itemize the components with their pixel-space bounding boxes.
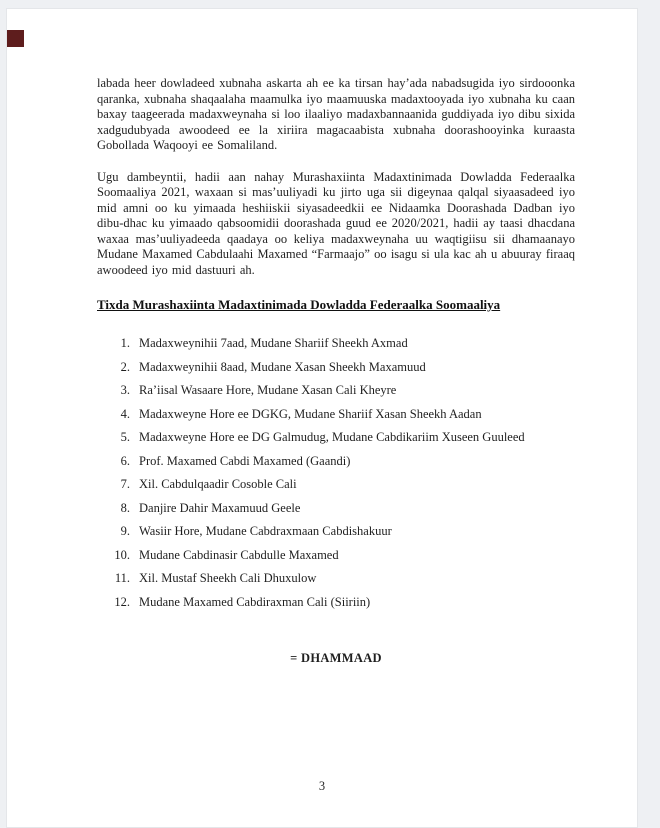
end-of-document-marker: = DHAMMAAD xyxy=(290,651,382,665)
list-item xyxy=(111,430,575,446)
list-item-number: 2. xyxy=(120,359,130,374)
list-item xyxy=(111,501,575,517)
list-item-number: 6. xyxy=(120,453,130,468)
list-item-number: 7. xyxy=(120,477,130,491)
candidates-list-heading: Tixda Murashaxiinta Madaxtinimada Dowladda Federaalka Soomaaliya xyxy=(97,297,501,312)
list-item-text: Madaxweyne Hore ee DG Galmudug, Mudane Cabdikariim Xuseen Guuleed xyxy=(139,430,525,444)
list-item xyxy=(111,336,575,352)
list-item-text: Xil. Mustaf Sheekh Cali Dhuxulow xyxy=(139,571,317,585)
page-number: 3 xyxy=(318,779,326,793)
paragraph-final-warning: Ugu dambeyntii, hadii aan nahay Murashaxiinta Madaxtinimada Dowladda Federaalka Soomaaliya 2021, waxaan si mas’uuliyadi ku jirto uga sii digeynaa qalqal siyaasadeed iyo mid amni oo ku yimaada heshiiskii siyasadeedkii ee Nidaamka Doorashada Dadban iyo dibu-dhac ku yimaado qabsoomidii doorashada guud ee 2020/2021, hadii ay taasi dhacdana waxaa mas’uuliyadeeda qaadaya oo keliya madaxweynaha uu waqtigiisu sii dhamaanayo Mudane Maxamed Cabdulaahi Maxamed “Farmaajo” oo isagu si ula kac ah u abuuray firaaq awoodeed iyo mid dastuuri ah. xyxy=(97,169,575,277)
list-item-number: 10. xyxy=(114,547,130,562)
red-marker-square xyxy=(7,30,24,47)
list-item-text: Xil. Cabdulqaadir Cosoble Cali xyxy=(139,477,297,491)
list-item-text: Prof. Maxamed Cabdi Maxamed (Gaandi) xyxy=(139,453,351,468)
list-item xyxy=(111,524,575,540)
list-item xyxy=(111,477,575,493)
list-item xyxy=(111,571,575,587)
list-item xyxy=(111,383,575,399)
list-item xyxy=(111,595,575,611)
list-item-number: 11. xyxy=(114,571,130,585)
list-item-text: Madaxweynihii 7aad, Mudane Shariif Sheekh Axmad xyxy=(139,336,408,350)
list-item-text: Danjire Dahir Maxamuud Geele xyxy=(139,500,301,515)
list-item-text: Wasiir Hore, Mudane Cabdraxmaan Cabdishakuur xyxy=(139,524,392,538)
list-item-number: 8. xyxy=(120,500,130,515)
paragraph-security-members: labada heer dowladeed xubnaha askarta ah ee ka tirsan hay’ada nabadsugida iyo sirdooonka qaranka, xubnaha shaqaalaha maamulka iyo maamuuska madaxtooyada iyo xubnaha ku caan baxay taageerada madaxweynaha si loo ilaaliyo madaxbannaanida guddiyada iyo dibu sixida xadgudubyada awoodeed ee la xiriira magacaabista xubnaha doorashooyinka kuraasta Gobollada Waqooyi ee Somaliland. xyxy=(97,76,575,152)
list-item xyxy=(111,407,575,423)
list-item-text: Madaxweyne Hore ee DGKG, Mudane Shariif Xasan Sheekh Aadan xyxy=(139,406,482,421)
document-page xyxy=(6,8,638,828)
list-item-number: 5. xyxy=(120,430,130,444)
list-item-number: 9. xyxy=(120,524,130,538)
candidate-list xyxy=(97,336,575,610)
list-item-number: 3. xyxy=(120,383,130,397)
list-item-text: Madaxweynihii 8aad, Mudane Xasan Sheekh Maxamuud xyxy=(139,359,426,374)
list-item-number: 1. xyxy=(120,336,130,350)
list-item-text: Mudane Cabdinasir Cabdulle Maxamed xyxy=(139,547,339,562)
list-item xyxy=(111,548,575,564)
page-content xyxy=(97,76,575,666)
list-item-number: 4. xyxy=(120,406,130,421)
list-item xyxy=(111,454,575,470)
list-item-number: 12. xyxy=(114,594,130,609)
list-item-text: Ra’iisal Wasaare Hore, Mudane Xasan Cali Kheyre xyxy=(139,383,397,397)
list-item-text: Mudane Maxamed Cabdiraxman Cali (Siiriin) xyxy=(139,594,371,609)
list-item xyxy=(111,360,575,376)
